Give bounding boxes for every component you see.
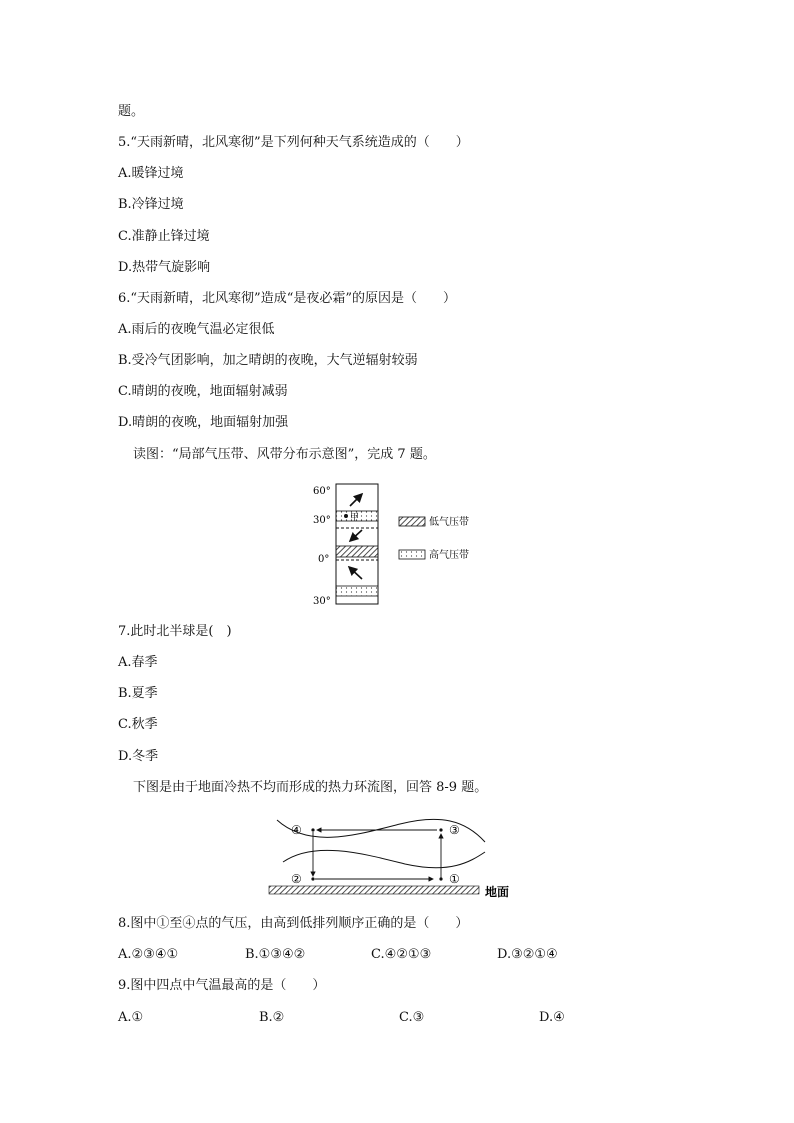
q5-option-a: A.暖锋过境 [118,166,184,181]
lat-label-30s: 30° [313,596,331,607]
q6-option-d: D.晴朗的夜晚，地面辐射加强 [118,415,289,430]
q7-stem: 7.此时北半球是( ) [118,624,232,639]
q7-option-b: B.夏季 [118,686,158,701]
q5-option-b: B.冷锋过境 [118,197,184,212]
ground-surface [269,886,479,894]
point-label-4: ④ [291,823,302,837]
q9-option-d: D.④ [539,1010,565,1025]
q8-option-a: A.②③④① [118,947,179,962]
q9-stem: 9.图中四点中气温最高的是（ ） [118,978,326,993]
q6-option-c: C.晴朗的夜晚，地面辐射减弱 [118,384,288,399]
high-pressure-band-south [336,586,378,596]
point-dot [439,877,442,880]
jia-label: 甲 [350,513,360,523]
q6-stem: 6.“天雨新晴，北风寒彻”造成“是夜必霜”的原因是（ ） [118,291,456,306]
q8-option-b: B.①③④② [245,947,306,962]
intro-tail: 题。 [118,104,145,119]
q7-option-c: C.秋季 [118,717,158,732]
legend-low-swatch [399,517,425,526]
point-dot [439,828,442,831]
legend-high-label: 高气压带 [429,550,469,561]
q6-option-b: B.受冷气团影响，加之晴朗的夜晚，大气逆辐射较弱 [118,353,418,368]
fig2-intro: 下图是由于地面冷热不均而形成的热力环流图，回答 8-9 题。 [133,780,488,795]
point-dot [311,828,314,831]
point-label-1: ① [449,872,460,886]
point-label-2: ② [291,872,302,886]
q8-option-c: C.④②①③ [371,947,432,962]
q9-option-c: C.③ [399,1010,425,1025]
legend-low-label: 低气压带 [429,517,469,528]
q8-option-d: D.③②①④ [497,947,558,962]
q5-stem: 5.“天雨新晴，北风寒彻”是下列何种天气系统造成的（ ） [118,135,469,150]
ground-label: 地面 [485,885,510,899]
q7-option-d: D.冬季 [118,749,159,764]
q9-option-a: A.① [118,1010,144,1025]
q6-option-a: A.雨后的夜晚气温必定很低 [118,322,275,337]
fig1-intro: 读图：“局部气压带、风带分布示意图”，完成 7 题。 [133,447,436,462]
legend-high-swatch [399,550,425,559]
point-label-3: ③ [449,823,460,837]
point-dot [311,877,314,880]
q9-option-b: B.② [259,1010,285,1025]
thermal-circulation-diagram [265,812,530,902]
q5-option-d: D.热带气旋影响 [118,260,211,275]
lat-label-30n: 30° [313,515,331,526]
lat-label-60: 60° [313,486,331,497]
pressure-belt-diagram [300,478,500,610]
q7-option-a: A.春季 [118,655,158,670]
q8-stem: 8.图中①至④点的气压，由高到低排列顺序正确的是（ ） [118,916,469,931]
point-marker [344,514,348,518]
q5-option-c: C.准静止锋过境 [118,229,210,244]
low-pressure-band-equator [336,546,378,557]
lat-label-0: 0° [318,554,330,565]
